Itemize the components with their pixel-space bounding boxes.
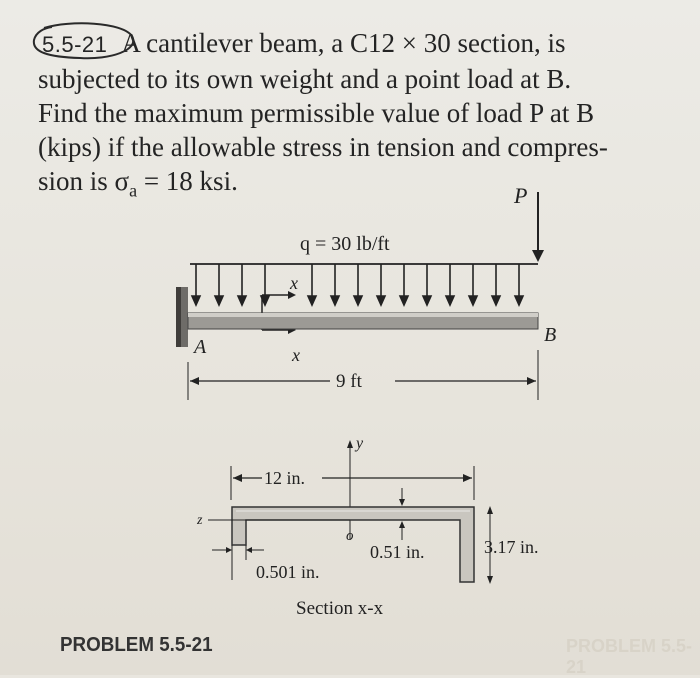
stress-value: = 18 ksi. [137, 166, 238, 196]
z-axis-label: z [197, 513, 203, 528]
origin-label: o [346, 528, 354, 544]
section-x-top: x [290, 273, 298, 293]
beam [188, 313, 538, 329]
load-p-label: P [514, 183, 528, 208]
distributed-load [190, 264, 538, 305]
fixed-support [176, 287, 188, 347]
point-load-arrow [532, 192, 544, 262]
problem-line-1-text: A cantilever beam, a C12 × 30 section, is [121, 28, 566, 58]
span-dimension [188, 350, 538, 400]
support-a-label: A [194, 336, 207, 358]
depth-label: 3.17 in. [484, 537, 539, 557]
problem-line-4: (kips) if the allowable stress in tension and compres- [38, 132, 608, 162]
faded-background-text: PROBLEM 5.5-21 [566, 636, 693, 677]
section-caption: Section x-x [296, 598, 384, 619]
distributed-load-label: q = 30 lb/ft [300, 233, 390, 255]
width-label: 12 in. [264, 468, 306, 488]
span-label: 9 ft [336, 371, 362, 392]
free-end-b-label: B [544, 324, 557, 346]
sigma-prefix: sion is σ [38, 166, 130, 196]
y-axis-label: y [356, 435, 364, 452]
problem-line-2: subjected to its own weight and a point load at B. [38, 64, 572, 94]
flange-thickness-label: 0.51 in. [370, 542, 425, 562]
section-x-bottom: x [292, 345, 300, 365]
web-thickness-label: 0.501 in. [256, 562, 320, 582]
sigma-subscript: a [129, 180, 138, 201]
problem-number-text: 5.5-21 [42, 32, 108, 57]
problem-line-3: Find the maximum permissible value of load P at B [38, 98, 595, 128]
problem-footer-label: PROBLEM 5.5-21 [60, 634, 213, 656]
y-axis [347, 440, 353, 540]
